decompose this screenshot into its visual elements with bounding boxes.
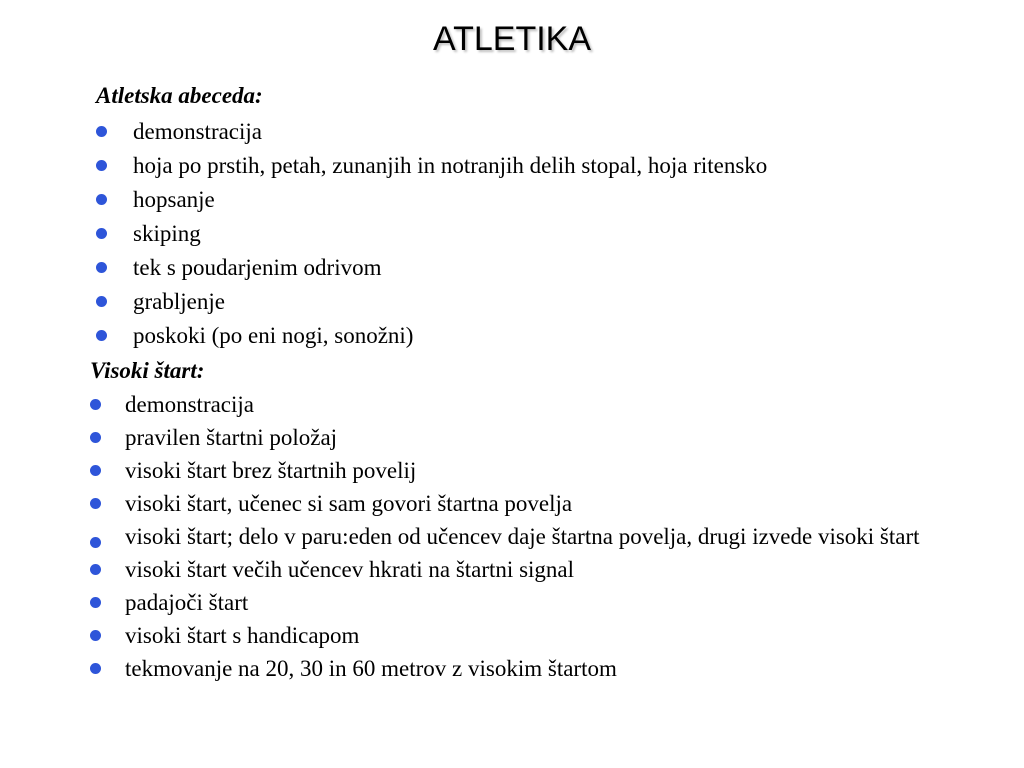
bullet-icon [90, 663, 101, 674]
bullet-icon [90, 564, 101, 575]
list-item-text: tek s poudarjenim odrivom [133, 255, 382, 280]
list-item [90, 586, 925, 619]
list-item-text: demonstracija [125, 392, 255, 417]
slide-title: ATLETIKA [432, 20, 592, 58]
list-item-text: visoki štart; delo v paru:eden od učencev daje štartna povelja, drugi izvede visoki štart [125, 524, 920, 549]
bullet-icon [90, 432, 101, 443]
list-item [96, 251, 767, 285]
list-item [96, 183, 767, 217]
bullet-icon [96, 330, 107, 341]
list-item [90, 619, 925, 652]
list-item-text: visoki štart brez štartnih povelij [125, 458, 417, 483]
list-item [96, 319, 767, 353]
bullet-icon [90, 630, 101, 641]
list-item [90, 421, 925, 454]
list-item-text: padajoči štart [125, 590, 249, 615]
list-item-text: hoja po prstih, petah, zunanjih in notranjih delih stopal, hoja ritensko [133, 153, 768, 178]
bullet-icon [90, 597, 101, 608]
list-item-text: hopsanje [133, 187, 215, 212]
bullet-icon [90, 498, 101, 509]
bullet-list [96, 115, 767, 353]
bullet-icon [96, 126, 107, 137]
list-item-text: visoki štart, učenec si sam govori štartna povelja [125, 491, 573, 516]
bullet-icon [96, 296, 107, 307]
bullet-icon [96, 194, 107, 205]
section-heading: Visoki štart: [90, 358, 205, 383]
list-item-text: pravilen štartni položaj [125, 425, 338, 450]
list-item-text: poskoki (po eni nogi, sonožni) [133, 323, 414, 348]
bullet-list [90, 388, 925, 685]
list-item-text: grabljenje [133, 289, 225, 314]
list-item [96, 285, 767, 319]
section-heading: Atletska abeceda: [96, 83, 263, 108]
list-item [90, 652, 925, 685]
bullet-icon [96, 262, 107, 273]
list-item [90, 553, 925, 586]
list-item [96, 149, 767, 183]
list-item [90, 487, 925, 520]
list-item [96, 217, 767, 251]
list-item [90, 520, 925, 553]
list-item-text: demonstracija [133, 119, 263, 144]
list-item-text: tekmovanje na 20, 30 in 60 metrov z visokim štartom [125, 656, 617, 681]
bullet-icon [96, 228, 107, 239]
list-item-text: skiping [133, 221, 201, 246]
list-item-text: visoki štart večih učencev hkrati na štartni signal [125, 557, 575, 582]
list-item [90, 388, 925, 421]
section-visoki-start [90, 356, 925, 685]
bullet-icon [96, 160, 107, 171]
list-item [90, 454, 925, 487]
bullet-icon [90, 537, 101, 548]
list-item-text: visoki štart s handicapom [125, 623, 360, 648]
bullet-icon [90, 465, 101, 476]
bullet-icon [90, 399, 101, 410]
section-atletska-abeceda [96, 81, 767, 353]
list-item [96, 115, 767, 149]
